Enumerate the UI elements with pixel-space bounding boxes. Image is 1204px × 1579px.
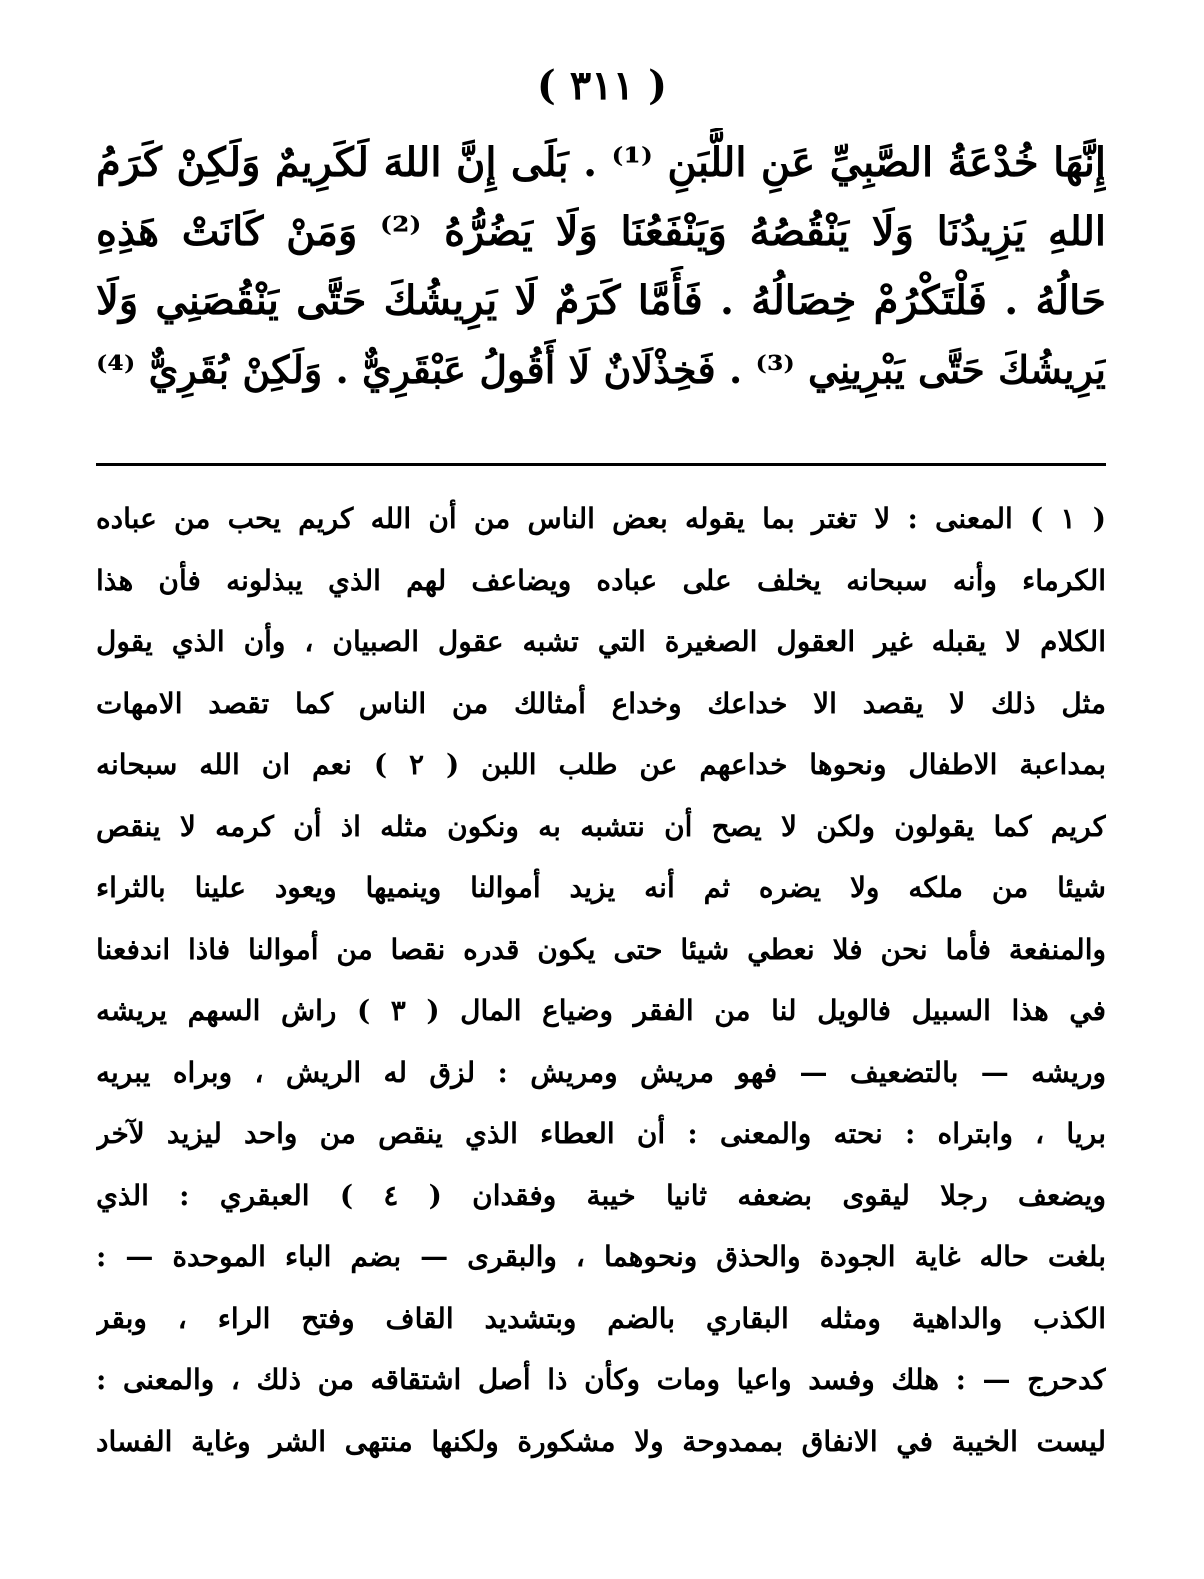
footnote-line: الكلام لا يقبله غير العقول الصغيرة التي تشبه عقول الصبيان ، وأن الذي يقول: [96, 625, 1106, 658]
footnote-line: الكرماء وأنه سبحانه يخلف على عباده ويضاعف لهم الذي يبذلونه فأن هذا: [96, 563, 1106, 597]
main-text-line: إِنَّهَا خُدْعَةُ الصَّبِيِّ عَنِ اللَّبَنِ ⁽¹⁾ . بَلَى إِنَّ اللهَ لَكَرِيمٌ وَلَكِنْ كَرَمُ: [96, 139, 1106, 186]
separator-rule: [96, 463, 1106, 466]
footnote-line: والمنفعة فأما نحن فلا نعطي شيئا حتى يكون قدره نقصا من أموالنا فاذا اندفعنا: [96, 932, 1106, 966]
footnote-line: بريا ، وابتراه : نحته والمعنى : أن العطاء الذي ينقص من واحد ليزيد لآخر: [96, 1117, 1106, 1150]
footnote-line: مثل ذلك لا يقصد الا خداعك وخداع أمثالك من الناس كما تقصد الامهات: [96, 686, 1106, 720]
footnote-line: بلغت حاله غاية الجودة والحذق ونحوهما ، والبقرى — بضم الباء الموحدة — :: [96, 1240, 1106, 1273]
main-text-line: يَرِيشُكَ حَتَّى يَبْرِينِي ⁽³⁾ . فَخِذْلَانٌ لَا أَقُولُ عَبْقَرِيٌّ . وَلَكِنْ بُقَرِيٌّ ⁽⁴⁾: [96, 347, 1106, 392]
page-number: ( ٣١١ ): [536, 62, 668, 109]
main-text-block: [96, 128, 1106, 404]
footnote-line: ( ١ ) المعنى : لا تغتر بما يقوله بعض الناس من أن الله كريم يحب من عباده: [96, 502, 1106, 535]
footnote-line: وريشه — بالتضعيف — فهو مريش ومريش : لزق له الريش ، وبراه يبريه: [96, 1055, 1106, 1089]
footnote-line: ليست الخيبة في الانفاق بممدوحة ولا مشكورة ولكنها منتهى الشر وغاية الفساد: [96, 1424, 1106, 1458]
footnote-line: في هذا السبيل فالويل لنا من الفقر وضياع المال ( ٣ ) راش السهم يريشه: [96, 994, 1106, 1027]
footnote-line: ويضعف رجلا ليقوى بضعفه ثانيا خيبة وفقدان ( ٤ ) العبقري : الذي: [96, 1178, 1106, 1212]
footnotes-block: [96, 488, 1106, 1472]
footnote-line: بمداعبة الاطفال ونحوها خداعهم عن طلب اللبن ( ٢ ) نعم ان الله سبحانه: [96, 748, 1106, 781]
main-text-line: اللهِ يَزِيدُنَا وَلَا يَنْقُصُهُ وَيَنْفَعُنَا وَلَا يَضُرُّهُ ⁽²⁾ وَمَنْ كَانَتْ هَذِهِ: [96, 208, 1106, 255]
main-text-line: حَالُهُ . فَلْتَكْرُمْ خِصَالُهُ . فَأَمَّا كَرَمٌ لَا يَرِيشُكَ حَتَّى يَنْقُصَنِي وَلَا: [96, 277, 1106, 324]
footnote-line: شيئا من ملكه ولا يضره ثم أنه يزيد أموالنا وينميها ويعود علينا بالثراء: [96, 871, 1106, 904]
footnote-line: كريم كما يقولون ولكن لا يصح أن نتشبه به ونكون مثله اذ أن كرمه لا ينقص: [96, 809, 1106, 843]
footnote-line: كدحرج — : هلك وفسد واعيا ومات وكأن ذا أصل اشتقاقه من ذلك ، والمعنى :: [96, 1363, 1106, 1396]
footnote-line: الكذب والداهية ومثله البقاري بالضم وبتشديد القاف وفتح الراء ، وبقر: [96, 1301, 1106, 1335]
